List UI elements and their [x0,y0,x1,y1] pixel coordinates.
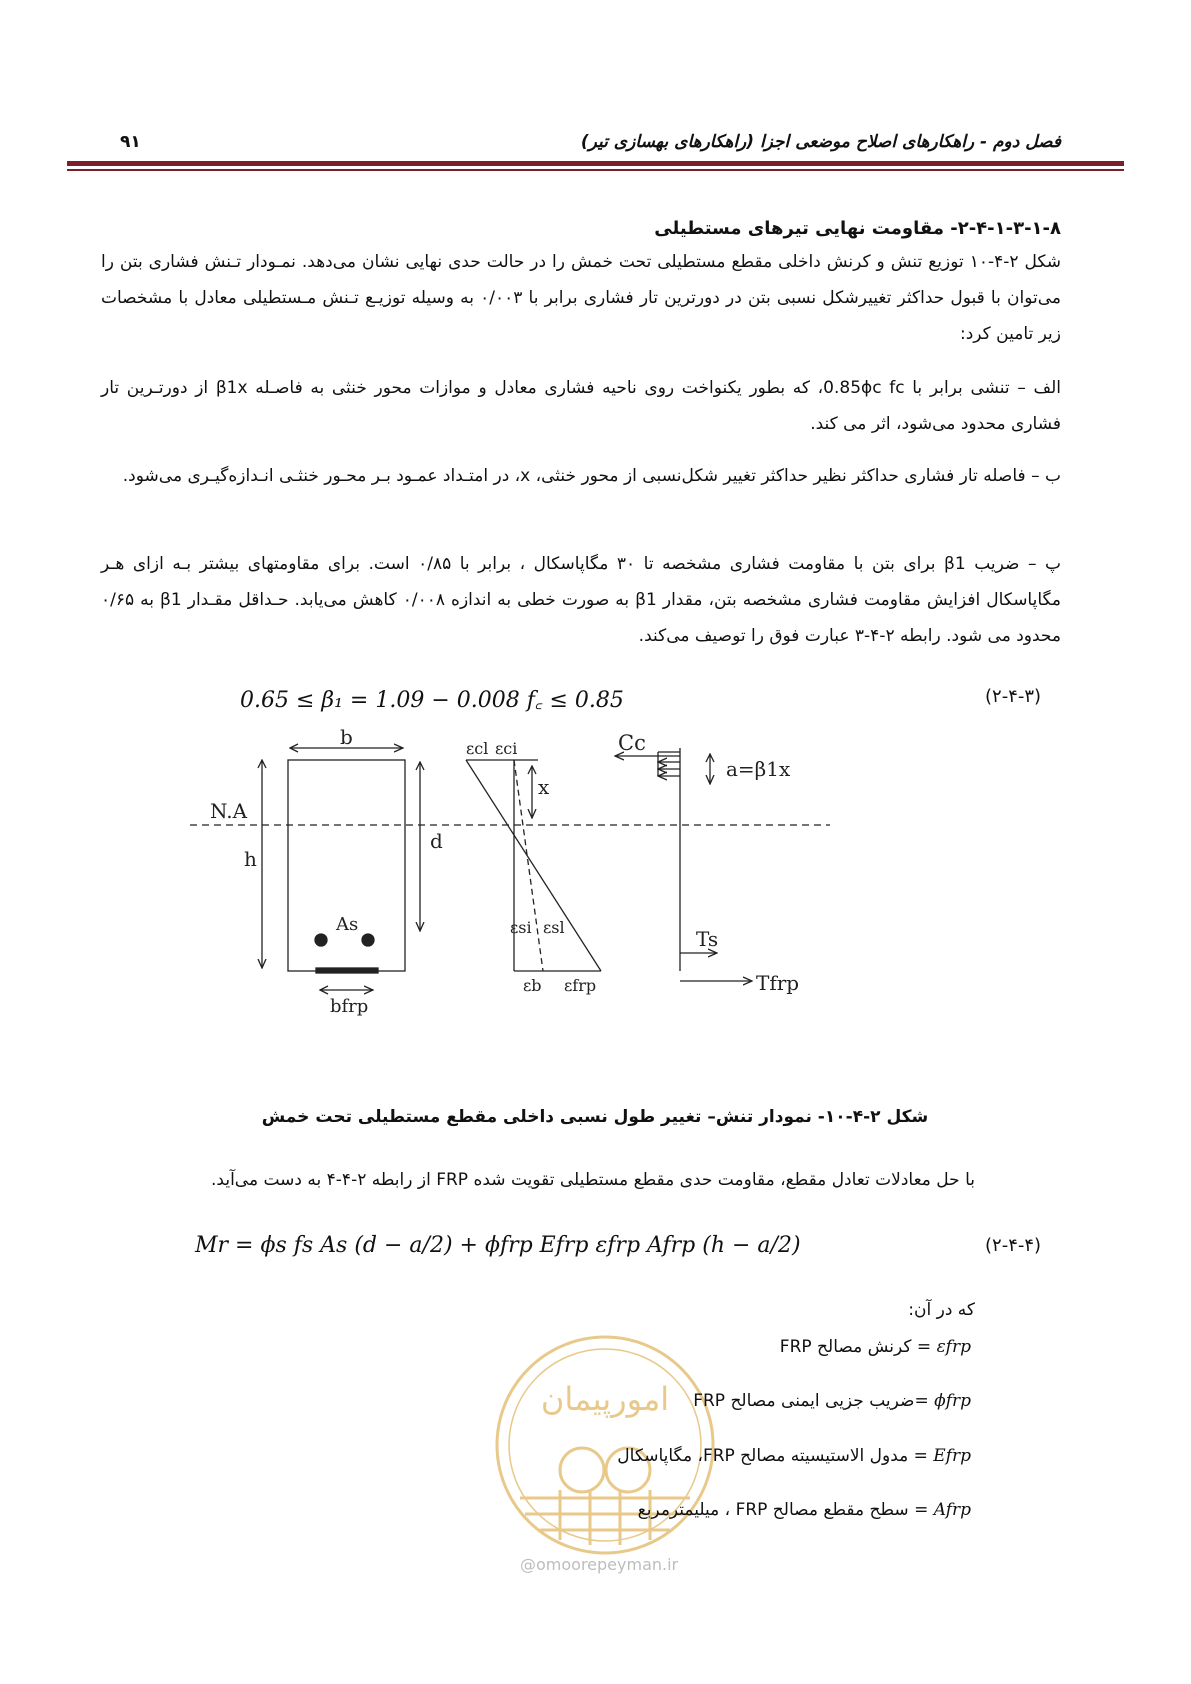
equation-beta1: 0.65 ≤ β₁ = 1.09 − 0.008 f꜀ ≤ 0.85 [240,688,624,713]
label-as: As [336,914,359,935]
definition-area-frp [638,1500,971,1520]
label-esi: εsi [510,918,532,937]
definition-text: = مدول الاستیسیته مصالح FRP، مگاپاسکال [617,1446,928,1466]
item-p-paragraph: پ – ضریب β1 برای بتن با مقاومت فشاری مشخصه تا ۳۰ مگاپاسکال ، برابر با ۰/۸۵ است. برای مقاومتهای بیشتر بـه ازای هـر مگاپاسکال افزایش مقاومت فشاری مشخصه بتن، مقدار β1 به صورت خطی به اندازه ۰/۰۰۸ کاهش می‌یابد. حـداقل مقـدار β1 به ۰/۶۵ محدود می شود. رابطه ۲-۴-۳ عبارت فوق را توصیف می‌کند. [101,554,1062,646]
definition-symbol: Afrp [933,1500,971,1520]
definition-text: = کرنش مصالح FRP [779,1337,932,1357]
running-header-title: فصل دوم - راهکارهای اصلاح موضعی اجزا (راهکارهای بهسازی تیر) [580,132,1061,152]
label-bfrp: bfrp [330,996,369,1017]
watermark-logo-text: امورپیمان [540,1380,670,1418]
label-x: x [538,775,550,799]
figure-caption: شکل ۲-۴-۱۰- نمودار تنش– تغییر طول نسبی داخلی مقطع مستطیلی تحت خمش [261,1107,929,1127]
watermark-url: @omoorepeyman.ir [520,1555,679,1574]
label-eci: εci [495,739,518,758]
header-rule-thick [67,161,1124,166]
definition-modulus-frp [617,1446,971,1466]
label-h: h [244,847,257,871]
label-ecl: εcl [466,739,489,758]
definition-safety-factor-frp [693,1391,971,1411]
definition-strain-frp [780,1337,971,1357]
intro-paragraph: شکل ۲-۴-۱۰ توزیع تنش و کرنش داخلی مقطع مستطیلی تحت خمش را در حالت حدی نهایی نشان می‌دهد. نمـودار تـنش فشاری بتن را می‌توان با قبول حداکثر تغییرشکل نسبی بتن در دورترین تار فشاری برابر با ۰/۰۰۳ به وسیله توزیـع تـنش مـستطیلی معادل با مشخصات زیر تامین کرد: [101,252,1061,344]
label-eb: εb [523,976,542,995]
rebar-left [315,934,327,946]
definition-symbol: Efrp [933,1446,971,1466]
label-b: b [340,728,353,749]
strain-solid-line [466,760,601,971]
rebar-right [362,934,374,946]
label-efrp: εfrp [564,976,597,995]
definition-text: = سطح مقطع مصالح FRP ، میلیمترمربع [637,1500,929,1520]
label-cc: Cc [618,731,646,755]
item-a-paragraph: الف – تنشی برابر با 0.85ϕc fc، که بطور یکنواخت روی ناحیه فشاری معادل و موازات محور خنثی به فاصـله β1x از دورتـرین تار فشاری محدود می‌شود، اثر می کند. [101,378,1061,434]
stress-strain-diagram [190,728,1010,1028]
label-d: d [430,829,443,853]
at-icon: @ [520,1555,536,1574]
beam-section-rect [288,760,405,971]
definition-text: =ضریب جزیی ایمنی مصالح FRP [693,1391,929,1411]
definition-symbol: εfrp [936,1337,971,1357]
label-tfrp: Tfrp [756,971,800,995]
watermark-logo [490,1330,720,1560]
header-rule-thin [67,169,1124,171]
item-b-paragraph: ب – فاصله تار فشاری حداکثر نظیر حداکثر تغییر شکل‌نسبی از محور خنثی، x، در امتـداد عمـود بـر محـور خنثـی انـدازه‌گیـری می‌شود. [122,466,1061,486]
label-na: N.A [210,799,248,823]
equation-number-4: (۲-۴-۴) [985,1235,1042,1256]
where-label: که در آن: [908,1300,975,1320]
label-ts: Ts [696,927,719,951]
label-a-eq: a=β1x [726,757,791,781]
equation-moment-capacity: Mr = ϕs fs As (d − a/2) + ϕfrp Efrp εfrp Afrp (h − a/2) [195,1233,801,1258]
section-heading: ۲-۴-۱-۳-۱-۸- مقاومت نهایی تیرهای مستطیلی [654,218,1061,239]
page-number: ۹۱ [120,132,141,152]
after-figure-paragraph: با حل معادلات تعادل مقطع، مقاومت حدی مقطع مستطیلی تقویت شده FRP از رابطه ۲-۴-۴ به دست می‌آید. [211,1170,975,1190]
definition-symbol: ϕfrp [934,1391,971,1411]
label-esl: εsl [543,918,565,937]
equation-number-3: (۲-۴-۳) [985,686,1042,707]
frp-plate [316,968,378,973]
